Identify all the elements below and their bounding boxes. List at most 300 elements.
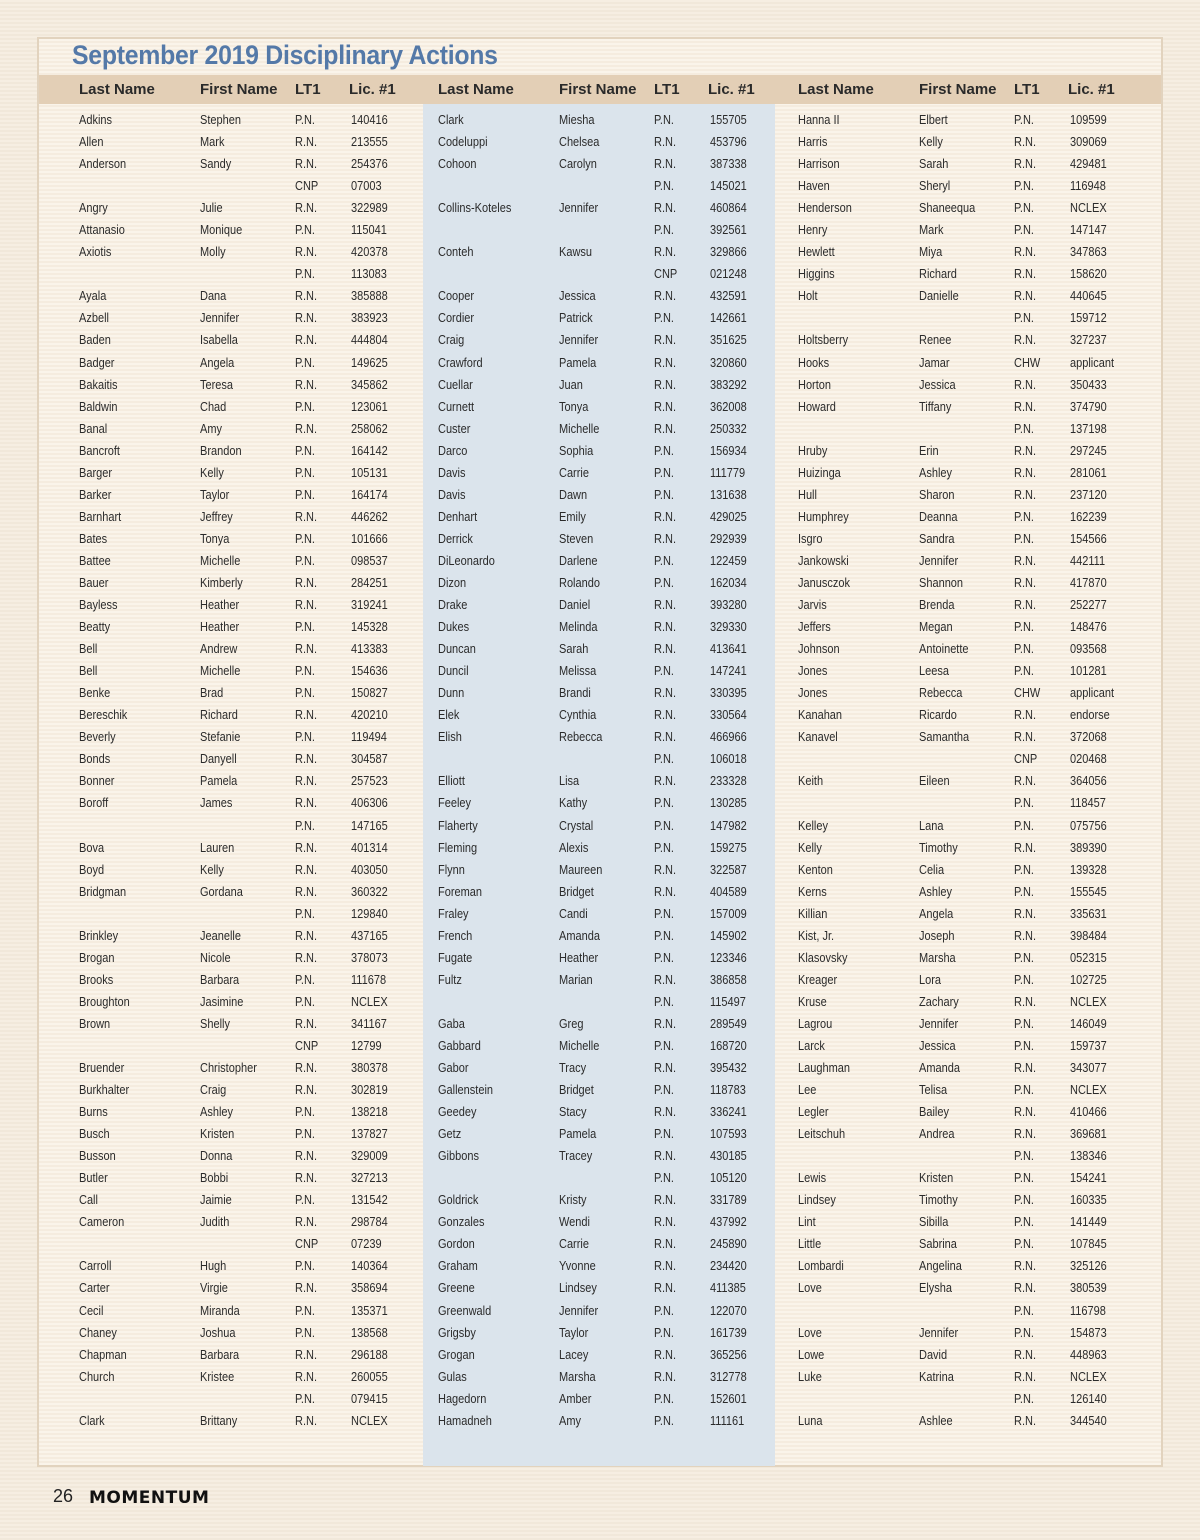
license-number-cell: 395432	[710, 1061, 747, 1076]
table-row	[79, 683, 439, 705]
first-name-cell: Brandi	[559, 686, 591, 701]
last-name-cell: Henry	[798, 223, 828, 238]
license-number-cell: 148476	[1070, 620, 1107, 635]
license-number-cell: 130285	[710, 796, 747, 811]
first-name-cell: Sarah	[919, 157, 949, 172]
license-number-cell: 343077	[1070, 1061, 1107, 1076]
table-row	[438, 1168, 798, 1190]
last-name-cell: Luke	[798, 1369, 822, 1384]
table-row	[798, 110, 1158, 132]
last-name-cell: Dizon	[438, 575, 467, 590]
license-type-cell: R.N.	[1014, 1281, 1036, 1296]
first-name-cell: Jessica	[559, 289, 596, 304]
license-type-cell: P.N.	[295, 818, 315, 833]
last-name-cell: Cooper	[438, 289, 475, 304]
license-type-cell: P.N.	[654, 1127, 674, 1142]
header-first-name: First Name	[559, 81, 637, 98]
table-row	[798, 330, 1158, 352]
license-type-cell: P.N.	[654, 1083, 674, 1098]
license-type-cell: P.N.	[654, 796, 674, 811]
table-row	[438, 507, 798, 529]
first-name-cell: Celia	[919, 862, 945, 877]
license-type-cell: R.N.	[295, 201, 317, 216]
table-row	[79, 904, 439, 926]
first-name-cell: Kelly	[200, 862, 224, 877]
last-name-cell: Cohoon	[438, 157, 477, 172]
table-row	[438, 176, 798, 198]
license-number-cell: 320860	[710, 355, 747, 370]
table-row	[798, 242, 1158, 264]
license-number-cell: 292939	[710, 531, 747, 546]
license-type-cell: P.N.	[295, 972, 315, 987]
license-number-cell: 364056	[1070, 774, 1107, 789]
table-row	[79, 1212, 439, 1234]
table-row	[79, 1124, 439, 1146]
first-name-cell: Chelsea	[559, 135, 600, 150]
table-row	[79, 1389, 439, 1411]
last-name-cell: Legler	[798, 1105, 829, 1120]
license-number-cell: endorse	[1070, 708, 1110, 723]
table-row	[79, 132, 439, 154]
header-license: Lic. #1	[349, 81, 396, 98]
license-type-cell: R.N.	[295, 774, 317, 789]
license-type-cell: R.N.	[654, 730, 676, 745]
table-row	[79, 1301, 439, 1323]
license-type-cell: R.N.	[1014, 1369, 1036, 1384]
table-row	[438, 529, 798, 551]
license-type-cell: CHW	[1014, 355, 1041, 370]
table-row	[438, 198, 798, 220]
first-name-cell: Ashley	[200, 1105, 234, 1120]
license-type-cell: P.N.	[654, 950, 674, 965]
table-row	[79, 1278, 439, 1300]
table-row	[79, 1190, 439, 1212]
license-number-cell: 052315	[1070, 950, 1107, 965]
last-name-cell: Gaba	[438, 1016, 465, 1031]
header-last-name: Last Name	[798, 81, 874, 98]
first-name-cell: Carolyn	[559, 157, 597, 172]
first-name-cell: Stephen	[200, 113, 241, 127]
license-type-cell: R.N.	[654, 1149, 676, 1164]
table-column-3	[798, 75, 1158, 1428]
license-number-cell: 360322	[351, 884, 388, 899]
table-row	[79, 242, 439, 264]
license-type-cell: R.N.	[295, 1413, 317, 1428]
license-number-cell: 344540	[1070, 1413, 1107, 1428]
last-name-cell: Little	[798, 1237, 822, 1252]
last-name-cell: Lewis	[798, 1171, 827, 1186]
table-row	[798, 771, 1158, 793]
first-name-cell: Carrie	[559, 1237, 589, 1252]
license-type-cell: P.N.	[654, 1303, 674, 1318]
table-row	[79, 749, 439, 771]
first-name-cell: Virgie	[200, 1281, 228, 1296]
first-name-cell: Jasimine	[200, 994, 244, 1009]
first-name-cell: Greg	[559, 1016, 584, 1031]
first-name-cell: Rebecca	[919, 686, 963, 701]
license-type-cell: R.N.	[654, 1281, 676, 1296]
first-name-cell: Carrie	[559, 465, 589, 480]
license-type-cell: P.N.	[1014, 620, 1034, 635]
license-number-cell: 141449	[1070, 1215, 1107, 1230]
license-type-cell: P.N.	[1014, 1083, 1034, 1098]
license-number-cell: NCLEX	[1070, 1083, 1107, 1098]
license-number-cell: 154566	[1070, 531, 1107, 546]
license-number-cell: 460864	[710, 201, 747, 216]
first-name-cell: Rolando	[559, 575, 600, 590]
last-name-cell: Codeluppi	[438, 135, 488, 150]
license-number-cell: 156934	[710, 443, 747, 458]
table-row	[79, 926, 439, 948]
license-number-cell: 383292	[710, 377, 747, 392]
table-row	[79, 1367, 439, 1389]
first-name-cell: Lauren	[200, 840, 235, 855]
license-type-cell: P.N.	[1014, 862, 1034, 877]
license-type-cell: P.N.	[1014, 1325, 1034, 1340]
first-name-cell: Danielle	[919, 289, 959, 304]
license-type-cell: R.N.	[654, 686, 676, 701]
license-type-cell: R.N.	[1014, 774, 1036, 789]
last-name-cell: Hamadneh	[438, 1413, 492, 1428]
table-row	[79, 353, 439, 375]
license-number-cell: 341167	[351, 1016, 387, 1031]
license-type-cell: P.N.	[1014, 1193, 1034, 1208]
table-row	[79, 771, 439, 793]
license-type-cell: CNP	[1014, 752, 1038, 767]
license-number-cell: 07003	[351, 179, 382, 194]
license-type-cell: R.N.	[295, 752, 317, 767]
table-row	[438, 308, 798, 330]
license-type-cell: R.N.	[654, 598, 676, 613]
license-type-cell: P.N.	[654, 487, 674, 502]
license-number-cell: 111779	[710, 465, 746, 480]
table-row	[798, 463, 1158, 485]
license-number-cell: 392561	[710, 223, 747, 238]
last-name-cell: Horton	[798, 377, 832, 392]
table-row	[79, 882, 439, 904]
last-name-cell: Laughman	[798, 1061, 850, 1076]
license-type-cell: R.N.	[1014, 553, 1036, 568]
table-row	[79, 463, 439, 485]
license-number-cell: 168720	[710, 1038, 747, 1053]
last-name-cell: Killian	[798, 906, 828, 921]
license-number-cell: 330564	[710, 708, 747, 723]
last-name-cell: Barnhart	[79, 509, 122, 524]
table-row	[438, 1323, 798, 1345]
last-name-cell: Love	[798, 1281, 822, 1296]
table-row	[79, 330, 439, 352]
license-number-cell: 420210	[351, 708, 388, 723]
last-name-cell: Davis	[438, 487, 466, 502]
license-number-cell: 336241	[710, 1105, 747, 1120]
license-type-cell: P.N.	[295, 487, 315, 502]
table-row	[798, 308, 1158, 330]
license-type-cell: R.N.	[295, 1083, 317, 1098]
license-type-cell: R.N.	[1014, 708, 1036, 723]
license-number-cell: 233328	[710, 774, 747, 789]
license-number-cell: 380378	[351, 1061, 388, 1076]
first-name-cell: Jessica	[919, 1038, 956, 1053]
license-type-cell: R.N.	[654, 135, 676, 150]
first-name-cell: Cynthia	[559, 708, 597, 723]
license-type-cell: R.N.	[654, 1016, 676, 1031]
header-license: Lic. #1	[708, 81, 755, 98]
license-number-cell: 329330	[710, 620, 747, 635]
table-row	[438, 1389, 798, 1411]
license-type-cell: R.N.	[1014, 487, 1036, 502]
table-row	[79, 639, 439, 661]
last-name-cell: Baden	[79, 333, 111, 348]
license-number-cell: 389390	[1070, 840, 1107, 855]
license-number-cell: 116798	[1070, 1303, 1106, 1318]
table-row	[438, 992, 798, 1014]
last-name-cell: Burkhalter	[79, 1083, 130, 1098]
last-name-cell: Gallenstein	[438, 1083, 494, 1098]
last-name-cell: Higgins	[798, 267, 835, 282]
license-number-cell: 147165	[351, 818, 388, 833]
first-name-cell: Jennifer	[919, 1325, 959, 1340]
last-name-cell: Hooks	[798, 355, 830, 370]
table-row	[798, 397, 1158, 419]
first-name-cell: Bridget	[559, 1083, 594, 1098]
license-number-cell: 403050	[351, 862, 388, 877]
last-name-cell: Hanna II	[798, 113, 840, 127]
license-type-cell: P.N.	[295, 994, 315, 1009]
license-type-cell: P.N.	[295, 906, 315, 921]
table-row	[79, 485, 439, 507]
first-name-cell: Molly	[200, 245, 226, 260]
license-number-cell: 383923	[351, 311, 388, 326]
license-number-cell: 020468	[1070, 752, 1107, 767]
license-type-cell: R.N.	[654, 708, 676, 723]
license-number-cell: 413383	[351, 642, 388, 657]
table-row	[798, 132, 1158, 154]
license-number-cell: 162034	[710, 575, 747, 590]
license-number-cell: 258062	[351, 421, 388, 436]
license-type-cell: R.N.	[654, 1105, 676, 1120]
license-type-cell: P.N.	[1014, 1303, 1034, 1318]
license-type-cell: CHW	[1014, 686, 1041, 701]
license-type-cell: R.N.	[654, 531, 676, 546]
first-name-cell: Angela	[200, 355, 235, 370]
license-number-cell: 162239	[1070, 509, 1107, 524]
license-type-cell: P.N.	[295, 620, 315, 635]
last-name-cell: Collins-Koteles	[438, 201, 512, 216]
license-type-cell: P.N.	[654, 553, 674, 568]
last-name-cell: Carroll	[79, 1259, 112, 1274]
license-type-cell: R.N.	[295, 884, 317, 899]
first-name-cell: Tracy	[559, 1061, 587, 1076]
license-type-cell: P.N.	[295, 1105, 315, 1120]
license-type-cell: P.N.	[295, 267, 315, 282]
license-number-cell: 154241	[1070, 1171, 1107, 1186]
header-lt1: LT1	[654, 81, 680, 98]
first-name-cell: Erin	[919, 443, 939, 458]
license-number-cell: 440645	[1070, 289, 1107, 304]
first-name-cell: Samantha	[919, 730, 970, 745]
page-title: September 2019 Disciplinary Actions	[72, 40, 498, 70]
table-row	[79, 1256, 439, 1278]
first-name-cell: Brandon	[200, 443, 242, 458]
first-name-cell: Sophia	[559, 443, 594, 458]
license-type-cell: R.N.	[1014, 443, 1036, 458]
table-row	[438, 1014, 798, 1036]
last-name-cell: Henderson	[798, 201, 852, 216]
license-type-cell: P.N.	[295, 1391, 315, 1406]
table-row	[438, 926, 798, 948]
license-number-cell: 111161	[710, 1413, 745, 1428]
table-row	[798, 838, 1158, 860]
table-row	[79, 595, 439, 617]
license-number-cell: 411385	[710, 1281, 746, 1296]
last-name-cell: Bova	[79, 840, 105, 855]
table-row	[798, 551, 1158, 573]
license-number-cell: 378073	[351, 950, 388, 965]
license-type-cell: R.N.	[1014, 1347, 1036, 1362]
table-row	[798, 1256, 1158, 1278]
table-row	[798, 970, 1158, 992]
license-type-cell: P.N.	[654, 840, 674, 855]
table-row	[798, 1389, 1158, 1411]
license-type-cell: R.N.	[654, 620, 676, 635]
row-list	[79, 110, 439, 1433]
table-row	[79, 308, 439, 330]
license-type-cell: R.N.	[295, 311, 317, 326]
header-last-name: Last Name	[438, 81, 514, 98]
last-name-cell: Fugate	[438, 950, 473, 965]
table-row	[438, 1301, 798, 1323]
license-type-cell: P.N.	[295, 355, 315, 370]
last-name-cell: Klasovsky	[798, 950, 848, 965]
license-number-cell: 429025	[710, 509, 747, 524]
table-row	[798, 1345, 1158, 1367]
first-name-cell: Deanna	[919, 509, 958, 524]
last-name-cell: Leitschuh	[798, 1127, 846, 1142]
last-name-cell: Flynn	[438, 862, 465, 877]
first-name-cell: Julie	[200, 201, 223, 216]
row-list	[798, 110, 1158, 1433]
license-type-cell: P.N.	[295, 1259, 315, 1274]
table-row	[798, 1234, 1158, 1256]
last-name-cell: Harris	[798, 135, 828, 150]
table-row	[438, 551, 798, 573]
first-name-cell: Dawn	[559, 487, 588, 502]
last-name-cell: French	[438, 928, 473, 943]
table-row	[438, 882, 798, 904]
license-number-cell: 234420	[710, 1259, 747, 1274]
license-number-cell: 155545	[1070, 884, 1107, 899]
license-type-cell: P.N.	[1014, 1016, 1034, 1031]
last-name-cell: Anderson	[79, 157, 127, 172]
last-name-cell: Boroff	[79, 796, 109, 811]
license-type-cell: R.N.	[295, 642, 317, 657]
last-name-cell: Adkins	[79, 113, 113, 127]
last-name-cell: Cordier	[438, 311, 475, 326]
license-number-cell: 075756	[1070, 818, 1107, 833]
license-number-cell: 101281	[1070, 664, 1107, 679]
license-number-cell: 119494	[351, 730, 387, 745]
table-row	[798, 154, 1158, 176]
license-type-cell: P.N.	[654, 1413, 674, 1428]
last-name-cell: Humphrey	[798, 509, 849, 524]
license-type-cell: R.N.	[654, 642, 676, 657]
license-number-cell: 302819	[351, 1083, 388, 1098]
page-number: 26	[53, 1486, 74, 1506]
first-name-cell: Maureen	[559, 862, 603, 877]
last-name-cell: Gabbard	[438, 1038, 481, 1053]
license-number-cell: applicant	[1070, 355, 1115, 370]
table-row	[798, 749, 1158, 771]
first-name-cell: Chad	[200, 399, 227, 414]
license-type-cell: R.N.	[295, 135, 317, 150]
last-name-cell: Howard	[798, 399, 836, 414]
first-name-cell: Sibilla	[919, 1215, 949, 1230]
last-name-cell: Custer	[438, 421, 471, 436]
license-number-cell: 150827	[351, 686, 388, 701]
license-type-cell: R.N.	[1014, 377, 1036, 392]
license-type-cell: P.N.	[1014, 796, 1034, 811]
license-number-cell: 161739	[710, 1325, 747, 1340]
table-row	[798, 353, 1158, 375]
last-name-cell: Azbell	[79, 311, 109, 326]
license-number-cell: 113083	[351, 267, 387, 282]
license-number-cell: 281061	[1070, 465, 1107, 480]
first-name-cell: Patrick	[559, 311, 593, 326]
first-name-cell: Kristen	[919, 1171, 954, 1186]
table-row	[438, 463, 798, 485]
table-row	[438, 595, 798, 617]
first-name-cell: Sarah	[559, 642, 589, 657]
last-name-cell: Lindsey	[798, 1193, 836, 1208]
first-name-cell: Jaimie	[200, 1193, 232, 1208]
table-row	[438, 264, 798, 286]
license-type-cell: R.N.	[654, 774, 676, 789]
license-number-cell: NCLEX	[1070, 1369, 1107, 1384]
first-name-cell: Bridget	[559, 884, 594, 899]
first-name-cell: Jennifer	[919, 1016, 959, 1031]
last-name-cell: Cecil	[79, 1303, 104, 1318]
table-row	[79, 110, 439, 132]
table-row	[79, 220, 439, 242]
license-type-cell: R.N.	[1014, 730, 1036, 745]
table-row	[438, 617, 798, 639]
table-row	[79, 154, 439, 176]
table-row	[798, 1102, 1158, 1124]
license-number-cell: 442111	[1070, 553, 1106, 568]
table-row	[798, 639, 1158, 661]
license-number-cell: 365256	[710, 1347, 747, 1362]
first-name-cell: Angela	[919, 906, 954, 921]
license-number-cell: 374790	[1070, 399, 1107, 414]
table-row	[438, 661, 798, 683]
last-name-cell: Kerns	[798, 884, 827, 899]
first-name-cell: Jessica	[919, 377, 956, 392]
license-type-cell: R.N.	[1014, 1413, 1036, 1428]
license-type-cell: P.N.	[295, 1127, 315, 1142]
license-number-cell: 118783	[710, 1083, 746, 1098]
last-name-cell: Bruender	[79, 1061, 125, 1076]
license-type-cell: R.N.	[654, 157, 676, 172]
license-number-cell: 448963	[1070, 1347, 1107, 1362]
first-name-cell: Lora	[919, 972, 942, 987]
table-row	[798, 1058, 1158, 1080]
first-name-cell: Jeffrey	[200, 509, 233, 524]
last-name-cell: Ayala	[79, 289, 107, 304]
last-name-cell: Brooks	[79, 972, 114, 987]
license-type-cell: R.N.	[654, 884, 676, 899]
table-row	[798, 264, 1158, 286]
license-number-cell: 369681	[1070, 1127, 1107, 1142]
